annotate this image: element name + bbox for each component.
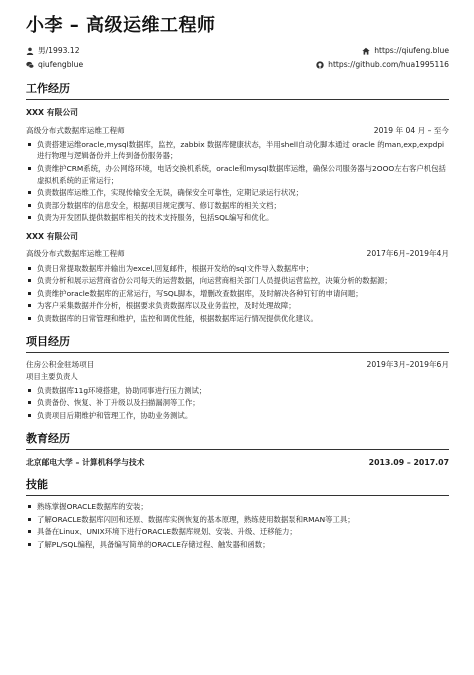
contact-info bbox=[26, 44, 449, 72]
contact-row-1 bbox=[26, 44, 449, 58]
skills-list bbox=[26, 501, 449, 550]
list-item: 负责为开发团队提供数据库相关的技术支持服务，包括SQL编写和优化。 bbox=[26, 212, 449, 224]
job-date: 2017年6月–2019年4月 bbox=[366, 249, 449, 259]
job-duties bbox=[26, 263, 449, 325]
project-date: 2019年3月–2019年6月 bbox=[366, 359, 449, 369]
job-1 bbox=[26, 108, 449, 224]
website-link[interactable]: https://qiufeng.blue bbox=[374, 45, 449, 55]
education-school: 北京邮电大学 – 计算机科学与技术 bbox=[26, 457, 145, 467]
list-item: 负责日常提取数据库并输出为excel,回复邮件，根据开发给的sql文件导入数据库中； bbox=[26, 263, 449, 275]
list-item: 负责项目后期维护和管理工作，协助业务测试。 bbox=[26, 410, 449, 422]
github-icon bbox=[316, 61, 324, 69]
project-name: 住房公积金驻场项目 bbox=[26, 359, 95, 369]
wechat bbox=[26, 60, 83, 70]
list-item: 负责部分数据库的信息安全，根据项目规定撰写、修订数据库的相关文档； bbox=[26, 200, 449, 212]
github[interactable] bbox=[316, 60, 449, 70]
project-intro: 项目主要负责人 bbox=[26, 371, 78, 381]
job-role: 高级分布式数据库运维工程师 bbox=[26, 249, 125, 259]
job-company: XXX 有限公司 bbox=[26, 231, 78, 241]
wechat-text: qiufengblue bbox=[38, 59, 84, 69]
gender-birth bbox=[26, 46, 80, 56]
project-row bbox=[26, 360, 449, 370]
list-item: 了解PL/SQL编程，具备编写简单的ORACLE存储过程、触发器和函数； bbox=[26, 539, 449, 551]
list-item: 负责备份、恢复、补丁升级以及扫描漏洞等工作； bbox=[26, 397, 449, 409]
education-row bbox=[26, 458, 449, 469]
education-section bbox=[26, 432, 449, 469]
list-item: 为客户采集数据并作分析，根据要求负责数据库以及业务监控，及时处理故障； bbox=[26, 300, 449, 312]
user-icon bbox=[26, 47, 34, 55]
github-link[interactable]: https://github.com/hua1995116 bbox=[328, 59, 449, 69]
list-item: 负责数据库的日常管理和维护，监控和调优性能，根据数据库运行情况提供优化建议。 bbox=[26, 313, 449, 325]
project-section-title: 项目经历 bbox=[26, 335, 449, 353]
project-duties bbox=[26, 385, 449, 422]
home-icon bbox=[362, 47, 370, 55]
list-item: 了解ORACLE数据库闪回和还原、数据库实例恢复的基本原理，熟练使用数据泵和RMAN等工具； bbox=[26, 514, 449, 526]
list-item: 负责搭建运维oracle,mysql数据库，监控，zabbix 数据库健康状态，半用shell自动化脚本通过 oracle 的man,exp,expdpi 进行物理与逻辑备份并上传到备份服务器； bbox=[26, 139, 449, 162]
job-date: 2019 年 04 月 – 至今 bbox=[373, 125, 449, 135]
list-item: 负责分析和展示运营商省份公司每天的运营数据，向运营商相关部门人员提供运营监控，决策分析的数据源； bbox=[26, 275, 449, 287]
website[interactable] bbox=[362, 46, 449, 56]
gender-birth-text: 男/1993.12 bbox=[38, 45, 80, 55]
job-2 bbox=[26, 232, 449, 325]
work-section-title: 工作经历 bbox=[26, 82, 449, 100]
resume-name-title: 小李 – 高级运维工程师 bbox=[26, 15, 216, 36]
skills-section-title: 技能 bbox=[26, 478, 449, 496]
list-item: 具备在Linux、UNIX环境下进行ORACLE数据库规划、安装、升级、迁移能力； bbox=[26, 526, 449, 538]
skills-section bbox=[26, 478, 449, 550]
wechat-icon bbox=[26, 61, 34, 69]
list-item: 负责维护oracle数据库的正常运行，写SQL脚本，增删改查数据库，及时解决各种钉钉的申请问题； bbox=[26, 288, 449, 300]
work-section bbox=[26, 82, 449, 325]
job-role-row bbox=[26, 249, 449, 259]
job-company: XXX 有限公司 bbox=[26, 108, 78, 117]
education-section-title: 教育经历 bbox=[26, 432, 449, 450]
list-item: 负责数据库11g环境搭建，协助同事进行压力测试； bbox=[26, 385, 449, 397]
list-item: 熟练掌握ORACLE数据库的安装； bbox=[26, 501, 449, 513]
job-role: 高级分布式数据库运维工程师 bbox=[26, 125, 125, 135]
education-date: 2013.09 – 2017.07 bbox=[368, 457, 449, 467]
project-section bbox=[26, 335, 449, 422]
list-item: 负责数据库运维工作，实现传输安全无误，确保安全可靠性，定期记录运行状况； bbox=[26, 187, 449, 199]
list-item: 负责维护CRM系统，办公网络环境，电话交换机系统，oracle和mysql数据库运维，确保公司服务器与2OOO左右客户机包括虚拟机系统的正常运行； bbox=[26, 163, 449, 186]
job-role-row bbox=[26, 126, 449, 136]
job-duties bbox=[26, 139, 449, 224]
contact-row-2 bbox=[26, 58, 449, 72]
